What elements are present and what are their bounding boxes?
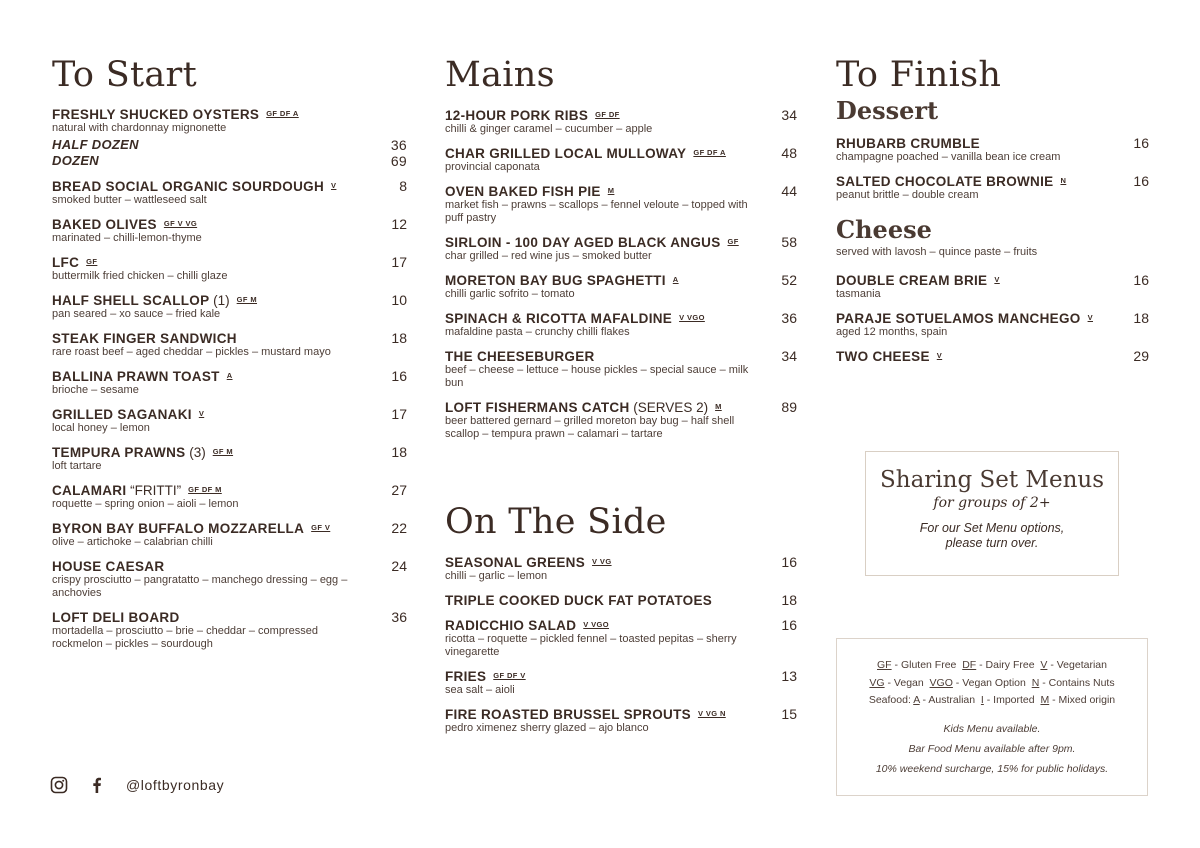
menu-item-description: buttermilk fried chicken – chilli glaze	[52, 270, 228, 282]
menu-item-price: 16	[391, 368, 407, 384]
menu-item-description: marinated – chilli-lemon-thyme	[52, 232, 202, 244]
menu-item-header	[52, 330, 407, 346]
menu-item-description: provincial caponata	[445, 161, 540, 173]
menu-item-name	[445, 108, 588, 123]
menu-item-extra: “FRITTI”	[126, 483, 182, 498]
menu-item-price: 18	[391, 330, 407, 346]
menu-item	[52, 609, 407, 651]
menu-item	[836, 173, 1149, 202]
menu-item-name-text: FRIES	[445, 669, 487, 684]
menu-item-price: 18	[781, 592, 797, 608]
dietary-tags: M	[715, 402, 722, 411]
menu-item-name	[445, 593, 712, 608]
menu-item	[445, 399, 797, 441]
legend-note: 10% weekend surcharge, 15% for public holidays.	[875, 762, 1109, 775]
menu-item-name	[52, 293, 230, 308]
legend-label: - Vegetarian	[1047, 659, 1107, 671]
portion-label: DOZEN	[52, 153, 99, 168]
menu-item-price: 22	[391, 520, 407, 536]
menu-item-name-text: RHUBARB CRUMBLE	[836, 136, 980, 151]
menu-item-name	[445, 669, 486, 684]
menu-item-description: chilli garlic sofrito – tomato	[445, 288, 575, 300]
sharing-set-menus-box	[865, 451, 1119, 576]
menu-item	[52, 444, 407, 473]
menu-item-header	[445, 399, 797, 415]
menu-item-header	[52, 107, 407, 122]
menu-item	[52, 216, 407, 245]
dessert-list	[836, 135, 1149, 202]
menu-item-name	[52, 407, 192, 422]
dietary-tags: GF DF M	[188, 485, 222, 494]
menu-item	[445, 554, 797, 583]
menu-item-name-text: CHAR GRILLED LOCAL MULLOWAY	[445, 146, 687, 161]
menu-item-price: 16	[1133, 173, 1149, 189]
on-the-side-title: On The Side	[445, 502, 667, 542]
menu-item-price: 12	[391, 216, 407, 232]
to-finish-column	[836, 55, 1149, 373]
dietary-tags: GF DF V	[493, 671, 526, 680]
dietary-tags: V	[331, 181, 337, 190]
menu-item-price: 52	[781, 272, 797, 288]
menu-item-name	[52, 107, 259, 122]
menu-item-header	[445, 348, 797, 364]
social-handle[interactable]: @loftbyronbay	[126, 777, 225, 793]
menu-item-name	[445, 400, 708, 415]
menu-item-header	[52, 254, 407, 270]
menu-item-price: 44	[781, 183, 797, 199]
menu-item-description: aged 12 months, spain	[836, 326, 948, 338]
dietary-tags: GF	[86, 257, 98, 266]
menu-item-description: local honey – lemon	[52, 422, 150, 434]
menu-item-price: 16	[1133, 272, 1149, 288]
menu-item-name-text: OVEN BAKED FISH PIE	[445, 184, 601, 199]
legend-label: - Gluten Free	[891, 659, 963, 671]
dietary-tags: V	[936, 351, 943, 360]
mains-list	[445, 107, 797, 441]
menu-item-name-text: PARAJE SOTUELAMOS MANCHEGO	[836, 311, 1081, 326]
menu-item-price: 16	[1133, 135, 1149, 151]
menu-item-name-text: CALAMARI	[52, 483, 127, 498]
menu-item-description: pan seared – xo sauce – fried kale	[52, 308, 221, 320]
menu-item-header	[445, 310, 797, 326]
to-start-title: To Start	[52, 55, 197, 95]
legend-seafood-codes	[913, 694, 1115, 706]
menu-item-name-text: TEMPURA PRAWNS	[52, 445, 186, 460]
dietary-tags: N	[1060, 176, 1067, 185]
menu-item-description: roquette – spring onion – aioli – lemon	[52, 498, 239, 510]
portion-label: HALF DOZEN	[52, 137, 139, 152]
dietary-tags: V	[198, 409, 205, 418]
menu-item-header	[52, 558, 407, 574]
menu-item-header	[445, 272, 797, 288]
menu-item-description: natural with chardonnay mignonette	[52, 122, 227, 134]
menu-item-name	[52, 331, 237, 346]
menu-item-price: 17	[391, 254, 407, 270]
menu-item-description: beer battered gernard – grilled moreton bay bug – half shell scallop – tempura prawn – calamari – tartare	[445, 415, 735, 440]
menu-item-name-text: HALF SHELL SCALLOP	[52, 293, 210, 308]
menu-item-description: sea salt – aioli	[445, 684, 515, 696]
menu-item-price: 34	[781, 107, 797, 123]
menu-item-name-text: 12-HOUR PORK RIBS	[445, 108, 589, 123]
menu-item-name-text: LFC	[52, 255, 80, 270]
menu-item-name	[445, 184, 601, 199]
cheese-title: Cheese	[836, 215, 932, 244]
menu-item-price: 34	[781, 348, 797, 364]
menu-item-name	[836, 273, 987, 288]
menu-item-extra: (SERVES 2)	[629, 400, 709, 415]
menu-item	[52, 482, 407, 511]
menu-item-description: smoked butter – wattleseed salt	[52, 194, 207, 206]
menu-item-name-text: SIRLOIN - 100 DAY AGED BLACK ANGUS	[445, 235, 721, 250]
menu-item-header	[445, 145, 797, 161]
to-start-list	[52, 107, 407, 651]
menu-item-name-text: MORETON BAY BUG SPAGHETTI	[445, 273, 666, 288]
menu-item	[445, 234, 797, 263]
menu-item-name-text: BYRON BAY BUFFALO MOZZARELLA	[52, 521, 305, 536]
menu-item-name-text: FRESHLY SHUCKED OYSTERS	[52, 107, 260, 122]
menu-item-price: 16	[781, 554, 797, 570]
menu-item-name	[52, 179, 324, 194]
dietary-tags: V	[994, 275, 1000, 284]
legend-line-1	[837, 657, 1147, 675]
menu-item-header	[445, 706, 797, 722]
menu-item-price: 48	[781, 145, 797, 161]
legend-code: I	[980, 694, 984, 706]
menu-item-description: chilli & ginger caramel – cucumber – apple	[445, 123, 653, 135]
cheese-note: served with lavosh – quince paste – fruits	[836, 246, 1038, 258]
menu-item-name-text: LOFT DELI BOARD	[52, 610, 180, 625]
legend-code: VGO	[929, 676, 953, 689]
menu-item-name	[445, 235, 721, 250]
menu-item-description: beef – cheese – lettuce – house pickles – special sauce – milk bun	[445, 364, 749, 389]
menu-item-description: olive – artichoke – calabrian chilli	[52, 536, 213, 548]
menu-item-name-text: STEAK FINGER SANDWICH	[52, 331, 237, 346]
menu-item-description: ricotta – roquette – pickled fennel – toasted pepitas – sherry vinegarette	[445, 633, 737, 658]
menu-item-header	[52, 216, 407, 232]
menu-item	[52, 178, 407, 207]
menu-item-description: mafaldine pasta – crunchy chilli flakes	[445, 326, 630, 338]
dietary-tags: M	[607, 186, 615, 195]
menu-item	[52, 520, 407, 549]
facebook-icon[interactable]	[88, 776, 106, 794]
social-links	[50, 776, 224, 794]
menu-item-description: peanut brittle – double cream	[836, 189, 979, 201]
menu-item-name-text: BREAD SOCIAL ORGANIC SOURDOUGH	[52, 179, 325, 194]
menu-item-name	[445, 707, 691, 722]
legend-seafood-label: Seafood:	[868, 694, 914, 706]
menu-item-header	[52, 406, 407, 422]
dietary-tags: A	[672, 275, 679, 284]
menu-item	[52, 254, 407, 283]
dietary-tags: GF DF A	[693, 148, 726, 157]
menu-item-extra: (1)	[209, 293, 230, 308]
side-list	[445, 554, 797, 735]
menu-item-name	[52, 217, 157, 232]
menu-item-name	[836, 174, 1053, 189]
menu-item-description: champagne poached – vanilla bean ice cream	[836, 151, 1061, 163]
menu-item	[445, 107, 797, 136]
mains-title: Mains	[445, 55, 555, 95]
legend-label: - Mixed origin	[1049, 694, 1116, 706]
menu-item-name-text: RADICCHIO SALAD	[445, 618, 577, 633]
menu-item-description: mortadella – prosciutto – brie – cheddar – compressed rockmelon – pickles – sourdough	[52, 625, 318, 650]
legend-box	[836, 638, 1148, 796]
menu-item-price: 18	[391, 444, 407, 460]
dietary-tags: GF M	[212, 447, 234, 456]
menu-item-price: 36	[391, 609, 407, 625]
dietary-tags: GF	[727, 237, 739, 246]
legend-label: - Imported	[983, 694, 1041, 706]
sharing-script: for groups of 2+	[933, 495, 1051, 512]
legend-line-3	[837, 692, 1147, 710]
menu-item-name-text: BALLINA PRAWN TOAST	[52, 369, 220, 384]
legend-code: A	[913, 694, 920, 706]
menu-item-header	[445, 554, 797, 570]
menu-item-name	[52, 521, 304, 536]
menu-item-name	[445, 555, 585, 570]
legend-code: GF	[877, 659, 892, 671]
menu-item-description: pedro ximenez sherry glazed – ajo blanco	[445, 722, 649, 734]
portion-row	[52, 153, 407, 169]
menu-item	[52, 292, 407, 321]
menu-item	[836, 310, 1149, 339]
dietary-tags: GF DF	[595, 110, 620, 119]
legend-label: - Australian	[919, 694, 981, 706]
menu-item-price: 29	[1133, 348, 1149, 364]
legend-code: VG	[869, 676, 885, 689]
menu-item	[52, 330, 407, 359]
menu-item	[445, 592, 797, 608]
menu-item-description: loft tartare	[52, 460, 102, 472]
legend-label: - Vegan Option	[952, 676, 1032, 689]
menu-item-price: 8	[399, 178, 407, 194]
menu-item-description: rare roast beef – aged cheddar – pickles – mustard mayo	[52, 346, 331, 358]
menu-item-description: market fish – prawns – scallops – fennel veloute – topped with puff pastry	[445, 199, 748, 224]
menu-item	[836, 135, 1149, 164]
menu-item-header	[445, 592, 797, 608]
menu-item-header	[445, 183, 797, 199]
menu-item-name	[52, 483, 181, 498]
to-finish-title: To Finish	[836, 55, 1002, 95]
menu-item-name	[445, 273, 666, 288]
legend-note: Kids Menu available.	[943, 722, 1041, 735]
menu-item-name-text: HOUSE CAESAR	[52, 559, 165, 574]
legend-code: DF	[962, 659, 977, 671]
menu-item-name-text: THE CHEESEBURGER	[445, 349, 595, 364]
menu-item	[445, 668, 797, 697]
menu-item-name	[836, 136, 980, 151]
menu-item	[445, 183, 797, 225]
dietary-tags: V VGO	[679, 313, 705, 322]
menu-item-price: 13	[781, 668, 797, 684]
dietary-tags: V	[1087, 313, 1093, 322]
legend-notes	[837, 719, 1147, 779]
legend-code: V	[1040, 659, 1048, 671]
menu-item-name-text: TRIPLE COOKED DUCK FAT POTATOES	[445, 593, 713, 608]
menu-item-price: 16	[781, 617, 797, 633]
menu-item	[445, 272, 797, 301]
portion-price: 69	[390, 153, 407, 169]
menu-item-name-text: BAKED OLIVES	[52, 217, 157, 232]
menu-item-name	[52, 369, 220, 384]
menu-item-price: 36	[781, 310, 797, 326]
menu-item-header	[445, 668, 797, 684]
menu-item-price: 89	[781, 399, 797, 415]
menu-item-name	[52, 445, 206, 460]
menu-item-price: 17	[391, 406, 407, 422]
menu-item-description: chilli – garlic – lemon	[445, 570, 548, 582]
dietary-tags: GF V VG	[163, 219, 198, 228]
menu-item-price: 58	[781, 234, 797, 250]
cheese-list	[836, 272, 1149, 364]
menu-item-description: char grilled – red wine jus – smoked butter	[445, 250, 652, 262]
menu-item	[52, 406, 407, 435]
menu-item-header	[52, 368, 407, 384]
dietary-tags: GF DF A	[266, 109, 299, 118]
menu-item-name-text: LOFT FISHERMANS CATCH	[445, 400, 630, 415]
menu-item	[445, 706, 797, 735]
menu-item	[836, 272, 1149, 301]
menu-item-header	[52, 444, 407, 460]
menu-item-name	[52, 559, 164, 574]
menu-item-header	[445, 617, 797, 633]
menu-item-header	[52, 482, 407, 498]
sharing-line-1: For our Set Menu options,	[919, 521, 1065, 536]
menu-item-name	[836, 349, 930, 364]
menu-item-header	[836, 173, 1149, 189]
legend-label: - Dairy Free	[976, 659, 1041, 671]
menu-item-header	[836, 310, 1149, 326]
menu-item-name-text: TWO CHEESE	[836, 349, 930, 364]
menu-item-extra: (3)	[185, 445, 206, 460]
menu-item-description: crispy prosciutto – pangratatto – manchego dressing – egg – anchovies	[52, 574, 348, 599]
portion-row	[52, 137, 407, 153]
menu-item-name	[52, 610, 180, 625]
legend-label: - Contains Nuts	[1039, 676, 1115, 689]
dietary-tags: V VG	[592, 557, 612, 566]
dessert-title: Dessert	[836, 96, 939, 125]
to-start-column	[52, 55, 407, 660]
menu-item-name	[445, 618, 576, 633]
menu-item-header	[836, 135, 1149, 151]
menu-item	[445, 348, 797, 390]
menu-item-name	[445, 311, 672, 326]
menu-item	[445, 617, 797, 659]
portion-prices	[52, 137, 407, 169]
menu-item-name-text: GRILLED SAGANAKI	[52, 407, 192, 422]
menu-item-price: 10	[391, 292, 407, 308]
portion-price: 36	[390, 137, 407, 153]
menu-item-description: brioche – sesame	[52, 384, 139, 396]
menu-item-name-text: FIRE ROASTED BRUSSEL SPROUTS	[445, 707, 691, 722]
menu-item-price: 15	[781, 706, 797, 722]
sharing-title: Sharing Set Menus	[880, 467, 1104, 493]
menu-item-price: 24	[391, 558, 407, 574]
menu-item	[836, 348, 1149, 364]
instagram-icon[interactable]	[50, 776, 68, 794]
menu-item-header	[445, 107, 797, 123]
menu-item-name-text: SALTED CHOCOLATE BROWNIE	[836, 174, 1054, 189]
menu-item-price: 27	[391, 482, 407, 498]
dietary-tags: V VGO	[583, 620, 610, 629]
menu-item-name	[836, 311, 1081, 326]
dietary-tags: A	[226, 371, 233, 380]
menu-item	[52, 107, 407, 169]
dietary-tags: GF M	[236, 295, 258, 304]
menu-item	[52, 368, 407, 397]
menu-item-description: tasmania	[836, 288, 881, 300]
dietary-tags: V VG N	[697, 709, 726, 718]
legend-code: M	[1040, 694, 1050, 706]
menu-item-name	[445, 146, 686, 161]
menu-item-header	[836, 348, 1149, 364]
menu-item	[52, 558, 407, 600]
dietary-tags: GF V	[311, 523, 331, 532]
menu-item-name-text: DOUBLE CREAM BRIE	[836, 273, 988, 288]
on-the-side-column	[445, 502, 797, 744]
menu-item-header	[52, 292, 407, 308]
menu-item-name	[52, 255, 79, 270]
menu-item-header	[52, 520, 407, 536]
sharing-text	[866, 521, 1118, 551]
menu-item-header	[52, 178, 407, 194]
sharing-line-2: please turn over.	[945, 536, 1039, 551]
menu-item-header	[52, 609, 407, 625]
menu-item-price: 18	[1133, 310, 1149, 326]
menu-item	[445, 145, 797, 174]
menu-item-header	[836, 272, 1149, 288]
menu-item-header	[445, 234, 797, 250]
menu-item-name-text: SEASONAL GREENS	[445, 555, 586, 570]
mains-column	[445, 55, 797, 450]
menu-item-name-text: SPINACH & RICOTTA MAFALDINE	[445, 311, 673, 326]
legend-note: Bar Food Menu available after 9pm.	[908, 742, 1076, 755]
legend-label: - Vegan	[884, 676, 930, 689]
menu-item-name	[445, 349, 595, 364]
menu-item	[445, 310, 797, 339]
legend-line-2	[837, 675, 1147, 693]
legend-code: N	[1031, 676, 1040, 689]
